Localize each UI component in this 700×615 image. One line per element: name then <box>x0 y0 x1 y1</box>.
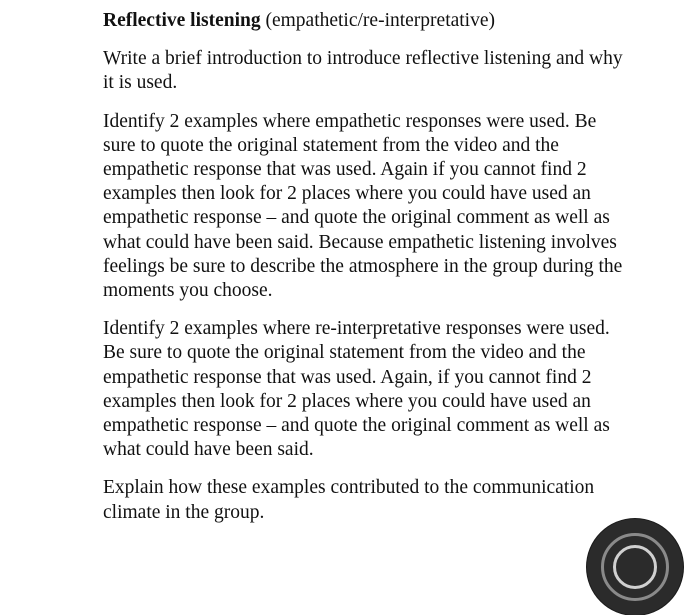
paragraph-empathetic-examples: Identify 2 examples where empathetic responses were used. Be sure to quote the original statement from the video and the empathetic response that was used. Again if you cannot find 2 examples then look for 2 places where you could have used an empathetic response – and quote the original comment as well as what could have been said. Because empathetic listening involves feelings be sure to describe the atmosphere in the group during the moments you choose. <box>103 110 623 302</box>
paragraph-introduction: Write a brief introduction to introduce reflective listening and why it is used. <box>103 48 623 94</box>
heading-rest-text: (empathetic/re-interpretative) <box>260 10 496 31</box>
action-circle-icon[interactable] <box>587 519 683 615</box>
paragraph-communication-climate: Explain how these examples contributed to the communication climate in the group. <box>103 477 595 523</box>
section-heading <box>103 9 623 33</box>
paragraph-reinterpretative-examples: Identify 2 examples where re-interpretative responses were used. Be sure to quote the original statement from the video and the empathetic response that was used. Again, if you cannot find 2 examples then look for 2 places where you could have used an empathetic response – and quote the original comment as well as what could have been said. <box>103 318 610 461</box>
action-circle-core <box>613 545 657 589</box>
document-body <box>103 9 623 539</box>
heading-bold-text: Reflective listening <box>103 10 261 31</box>
